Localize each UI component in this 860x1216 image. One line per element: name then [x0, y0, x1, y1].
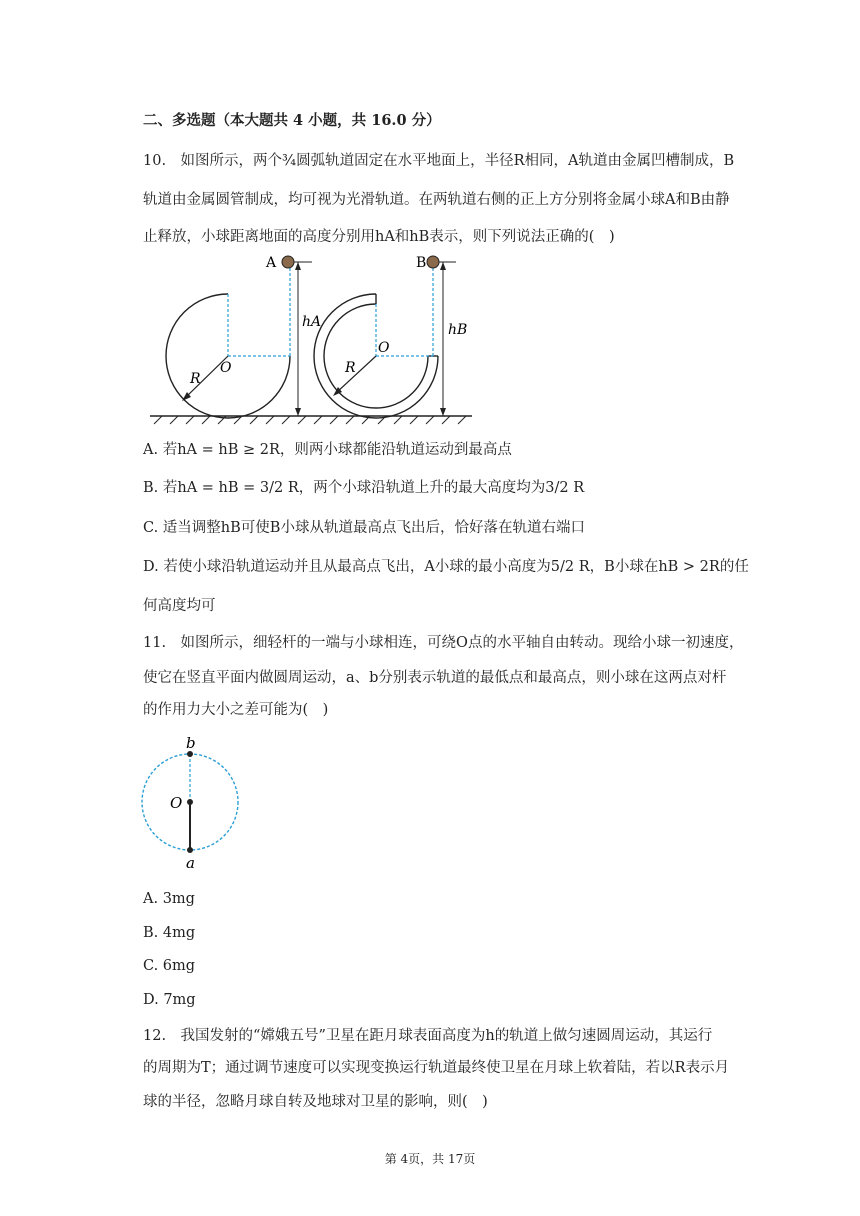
svg-text:a: a	[186, 854, 195, 872]
q10-line1: 10. 如图所示，两个¾圆弧轨道固定在水平地面上，半径R相同，A轨道由金属凹槽制成，B	[143, 153, 735, 169]
q10-option-a: A. 若hA = hB ≥ 2R，则两小球都能沿轨道运动到最高点	[143, 442, 512, 458]
q11-option-b: B. 4mg	[143, 925, 196, 941]
q10-option-d-line2: 何高度均可	[143, 598, 216, 614]
q10-line2: 轨道由金属圆管制成，均可视为光滑轨道。在两轨道右侧的正上方分别将金属小球A和B由静	[143, 192, 730, 208]
q11-option-d: D. 7mg	[143, 992, 196, 1008]
q11-circle-figure	[140, 732, 250, 872]
q11-line2: 使它在竖直平面内做圆周运动，a、b分别表示轨道的最低点和最高点，则小球在这两点对杆	[143, 670, 727, 686]
svg-text:B: B	[416, 255, 427, 271]
q10-option-d-line1: D. 若使小球沿轨道运动并且从最高点飞出，A小球的最小高度为5/2 R，B小球在hB > 2R的任	[143, 559, 749, 575]
page-footer: 第 4页，共 17页	[384, 1152, 476, 1166]
svg-text:b: b	[186, 734, 196, 752]
q10-track-figure	[140, 248, 480, 428]
q10-option-b: B. 若hA = hB = 3/2 R，两个小球沿轨道上升的最大高度均为3/2 R	[143, 480, 585, 496]
q11-option-c: C. 6mg	[143, 958, 196, 974]
q11-option-a: A. 3mg	[143, 891, 195, 907]
svg-text:O: O	[220, 360, 232, 376]
q12-line3: 球的半径，忽略月球自转及地球对卫星的影响，则( )	[143, 1094, 488, 1110]
q12-line1: 12. 我国发射的“嫦娥五号”卫星在距月球表面高度为h的轨道上做匀速圆周运动，其运行	[143, 1028, 713, 1044]
svg-text:hA: hA	[302, 314, 322, 330]
svg-text:O: O	[170, 794, 183, 812]
svg-text:R: R	[345, 360, 356, 376]
ball-b	[427, 256, 439, 268]
svg-text:hB: hB	[448, 322, 468, 338]
svg-text:R: R	[190, 371, 201, 387]
q10-option-c: C. 适当调整hB可使B小球从轨道最高点飞出后，恰好落在轨道右端口	[143, 520, 585, 536]
svg-text:A: A	[266, 255, 277, 271]
q11-line1: 11. 如图所示，细轻杆的一端与小球相连，可绕O点的水平轴自由转动。现给小球一初速度，	[143, 635, 744, 651]
section-title: 二、多选题（本大题共 4 小题，共 16.0 分）	[143, 112, 441, 129]
ball-a	[282, 256, 294, 268]
svg-text:O: O	[378, 340, 390, 356]
q11-line3: 的作用力大小之差可能为( )	[143, 702, 329, 718]
q12-line2: 的周期为T；通过调节速度可以实现变换运行轨道最终使卫星在月球上软着陆，若以R表示月	[143, 1060, 730, 1076]
q10-line3: 止释放，小球距离地面的高度分别用hA和hB表示，则下列说法正确的( )	[143, 229, 615, 245]
